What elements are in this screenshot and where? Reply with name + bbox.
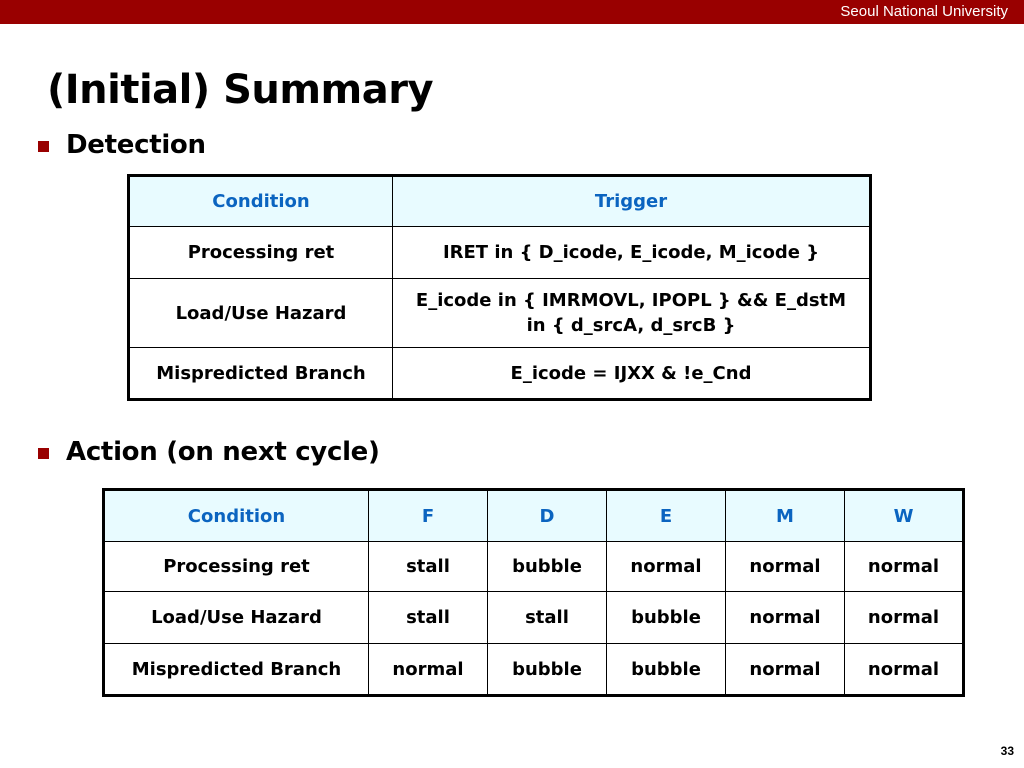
stage-e-cell: bubble	[607, 592, 726, 644]
column-header-trigger: Trigger	[393, 176, 871, 227]
condition-cell: Processing ret	[104, 542, 369, 592]
table-header-row	[104, 490, 964, 542]
table-row	[129, 227, 871, 279]
action-heading: Action (on next cycle)	[66, 437, 380, 467]
column-header-e: E	[607, 490, 726, 542]
trigger-cell	[393, 279, 871, 348]
stage-m-cell: normal	[726, 542, 845, 592]
stage-f-cell: normal	[369, 644, 488, 696]
stage-m-cell: normal	[726, 644, 845, 696]
column-header-m: M	[726, 490, 845, 542]
stage-d-cell: bubble	[488, 542, 607, 592]
column-header-w: W	[845, 490, 964, 542]
detection-table	[127, 174, 872, 401]
condition-cell: Mispredicted Branch	[129, 348, 393, 400]
condition-cell: Processing ret	[129, 227, 393, 279]
column-header-f: F	[369, 490, 488, 542]
top-banner	[0, 0, 1024, 24]
trigger-cell	[393, 348, 871, 400]
trigger-cell	[393, 227, 871, 279]
detection-heading: Detection	[66, 130, 206, 160]
trigger-line: in { d_srcA, d_srcB }	[526, 315, 736, 336]
stage-w-cell: normal	[845, 592, 964, 644]
column-header-condition: Condition	[104, 490, 369, 542]
institution-name: Seoul National University	[840, 3, 1008, 20]
bullet-detection	[38, 130, 206, 160]
action-table	[102, 488, 965, 697]
bullet-square-icon	[38, 141, 49, 152]
table-row	[129, 348, 871, 400]
condition-cell: Load/Use Hazard	[104, 592, 369, 644]
table-row	[104, 592, 964, 644]
table-row	[129, 279, 871, 348]
stage-d-cell: stall	[488, 592, 607, 644]
stage-e-cell: normal	[607, 542, 726, 592]
table-header-row	[129, 176, 871, 227]
stage-d-cell: bubble	[488, 644, 607, 696]
stage-w-cell: normal	[845, 542, 964, 592]
condition-cell: Load/Use Hazard	[129, 279, 393, 348]
trigger-line: IRET in { D_icode, E_icode, M_icode }	[442, 242, 820, 263]
stage-m-cell: normal	[726, 592, 845, 644]
stage-f-cell: stall	[369, 592, 488, 644]
bullet-action	[38, 437, 380, 467]
stage-f-cell: stall	[369, 542, 488, 592]
trigger-line: E_icode in { IMRMOVL, IPOPL } && E_dstM	[415, 290, 847, 311]
table-row	[104, 644, 964, 696]
column-header-d: D	[488, 490, 607, 542]
slide-title: (Initial) Summary	[47, 67, 434, 113]
condition-cell: Mispredicted Branch	[104, 644, 369, 696]
page-number: 33	[1000, 744, 1014, 758]
table-row	[104, 542, 964, 592]
column-header-condition: Condition	[129, 176, 393, 227]
stage-e-cell: bubble	[607, 644, 726, 696]
stage-w-cell: normal	[845, 644, 964, 696]
bullet-square-icon	[38, 448, 49, 459]
trigger-line: E_icode = IJXX & !e_Cnd	[510, 362, 752, 384]
